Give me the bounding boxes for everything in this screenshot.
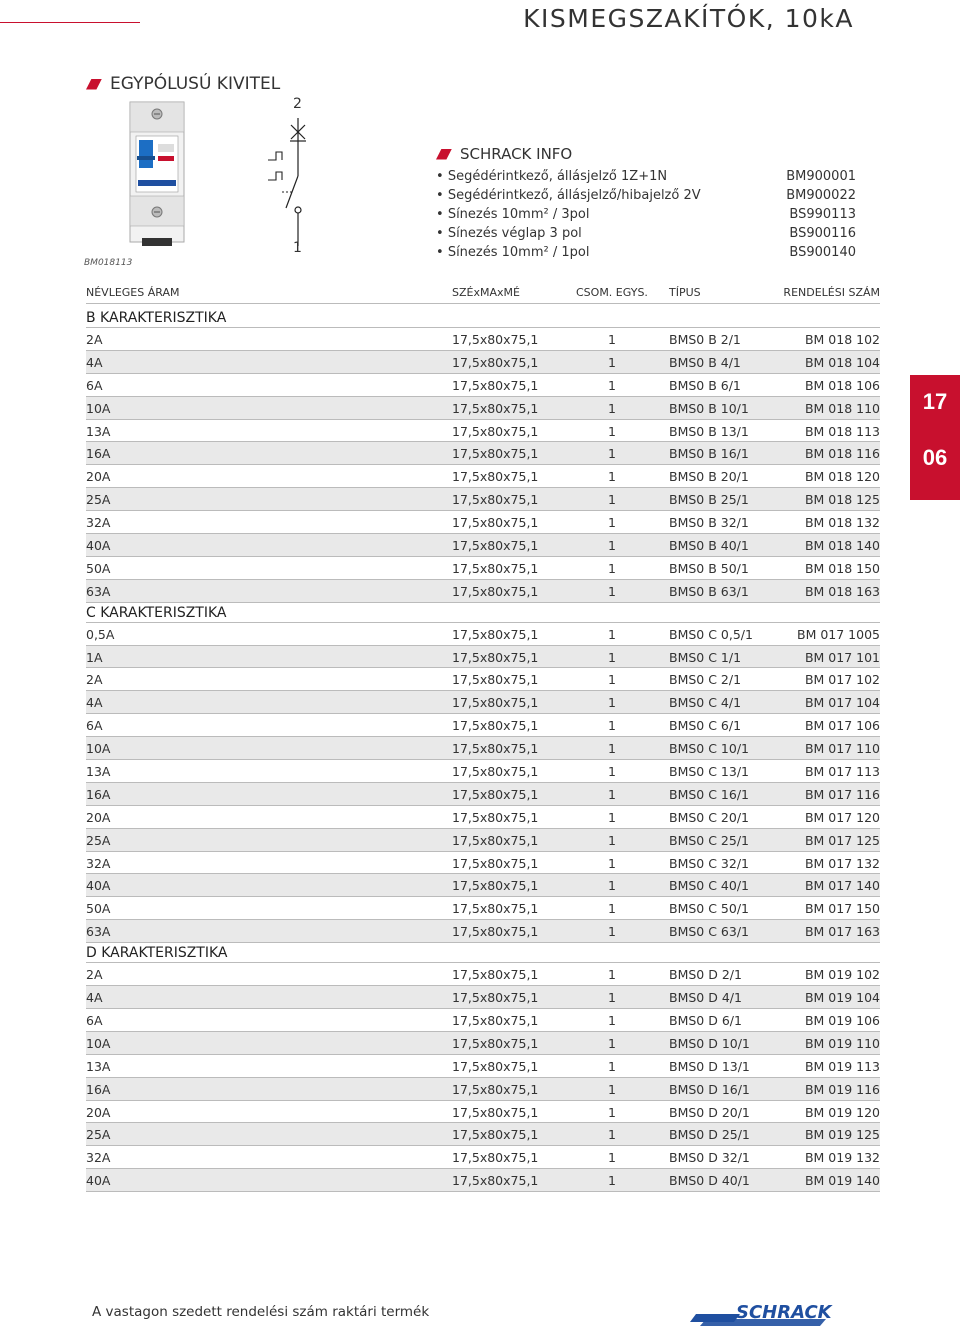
cell-order-number: BM 017 140 xyxy=(804,878,880,894)
cell-rated-current: 2A xyxy=(86,967,103,983)
cell-order-number: BM 018 150 xyxy=(804,560,880,576)
cell-dimensions: 17,5x80x75,1 xyxy=(452,560,539,576)
cell-type: BMS0 B 2/1 xyxy=(669,332,741,347)
cell-package-unit: 1 xyxy=(608,786,616,802)
cell-order-number: BM 018 140 xyxy=(804,538,880,554)
cell-type: BMS0 B 6/1 xyxy=(669,377,741,393)
cell-rated-current: 50A xyxy=(86,560,111,576)
cell-type: BMS0 D 32/1 xyxy=(669,1150,750,1166)
table-row xyxy=(86,420,880,443)
cell-rated-current: 16A xyxy=(86,786,111,802)
cell-dimensions: 17,5x80x75,1 xyxy=(452,1012,539,1028)
cell-dimensions: 17,5x80x75,1 xyxy=(452,741,539,757)
table-row xyxy=(86,1123,880,1146)
table-row xyxy=(86,1078,880,1101)
cell-dimensions: 17,5x80x75,1 xyxy=(452,786,539,802)
cell-order-number: BM 017 125 xyxy=(804,832,880,848)
cell-rated-current: 25A xyxy=(86,1127,111,1143)
cell-type: BMS0 B 32/1 xyxy=(669,515,749,531)
cell-rated-current: 32A xyxy=(86,1150,111,1166)
cell-dimensions: 17,5x80x75,1 xyxy=(452,492,539,508)
cell-dimensions: 17,5x80x75,1 xyxy=(452,446,539,462)
info-item-code: BS990113 xyxy=(789,207,856,222)
cell-type: BMS0 B 20/1 xyxy=(669,469,749,485)
cell-package-unit: 1 xyxy=(608,377,616,393)
section-title-text: EGYPÓLUSÚ KIVITEL xyxy=(110,74,281,94)
breaker-photo xyxy=(126,100,188,248)
table-row xyxy=(86,783,880,806)
cell-order-number: BM 018 132 xyxy=(804,515,880,531)
table-row xyxy=(86,963,880,986)
table-row xyxy=(86,920,880,943)
cell-package-unit: 1 xyxy=(608,1104,616,1120)
cell-order-number: BM 017 106 xyxy=(804,718,880,734)
cell-rated-current: 6A xyxy=(86,718,103,734)
cell-package-unit: 1 xyxy=(608,469,616,485)
cell-type: BMS0 D 20/1 xyxy=(669,1104,750,1120)
cell-dimensions: 17,5x80x75,1 xyxy=(452,1104,539,1120)
table-row xyxy=(86,986,880,1009)
cell-type: BMS0 C 2/1 xyxy=(669,672,742,688)
cell-rated-current: 0,5A xyxy=(86,626,115,642)
cell-package-unit: 1 xyxy=(608,560,616,576)
cell-package-unit: 1 xyxy=(608,1012,616,1028)
cell-rated-current: 6A xyxy=(86,1012,103,1028)
cell-dimensions: 17,5x80x75,1 xyxy=(452,878,539,894)
cell-order-number: BM 017 163 xyxy=(804,924,880,940)
cell-package-unit: 1 xyxy=(608,878,616,894)
cell-order-number: BM 018 163 xyxy=(804,583,880,599)
cell-order-number: BM 019 102 xyxy=(804,967,880,983)
table-row xyxy=(86,874,880,897)
cell-rated-current: 13A xyxy=(86,423,111,439)
table-row xyxy=(86,1032,880,1055)
table-row xyxy=(86,714,880,737)
table-row xyxy=(86,1009,880,1032)
header-rated-current: NÉVLEGES ÁRAM xyxy=(86,286,180,299)
chapter-number: 17 xyxy=(922,389,948,414)
cell-type: BMS0 B 13/1 xyxy=(669,423,749,439)
cell-rated-current: 32A xyxy=(86,515,111,531)
cell-rated-current: 40A xyxy=(86,538,111,554)
cell-type: BMS0 C 63/1 xyxy=(669,924,749,940)
cell-dimensions: 17,5x80x75,1 xyxy=(452,400,539,416)
cell-dimensions: 17,5x80x75,1 xyxy=(452,515,539,531)
cell-package-unit: 1 xyxy=(608,583,616,599)
cell-rated-current: 4A xyxy=(86,695,103,711)
cell-package-unit: 1 xyxy=(608,967,616,983)
cell-package-unit: 1 xyxy=(608,492,616,508)
cell-package-unit: 1 xyxy=(608,741,616,757)
table-row xyxy=(86,351,880,374)
cell-package-unit: 1 xyxy=(608,1173,616,1189)
cell-dimensions: 17,5x80x75,1 xyxy=(452,1150,539,1166)
cell-type: BMS0 D 13/1 xyxy=(669,1058,750,1074)
table-row xyxy=(86,580,880,603)
cell-dimensions: 17,5x80x75,1 xyxy=(452,354,539,370)
cell-type: BMS0 C 4/1 xyxy=(669,695,742,711)
cell-type: BMS0 D 2/1 xyxy=(669,967,742,983)
cell-package-unit: 1 xyxy=(608,764,616,780)
symbol-terminal-bottom: 1 xyxy=(293,240,302,256)
group-title: D KARAKTERISZTIKA xyxy=(86,943,880,963)
cell-dimensions: 17,5x80x75,1 xyxy=(452,649,539,665)
section-title xyxy=(86,74,280,94)
cell-order-number: BM 019 113 xyxy=(804,1058,880,1074)
info-item-code: BS900116 xyxy=(789,226,856,241)
cell-package-unit: 1 xyxy=(608,672,616,688)
cell-rated-current: 20A xyxy=(86,469,111,485)
table-row xyxy=(86,737,880,760)
cell-order-number: BM 019 110 xyxy=(804,1035,880,1051)
cell-type: BMS0 B 10/1 xyxy=(669,400,749,416)
cell-dimensions: 17,5x80x75,1 xyxy=(452,809,539,825)
cell-type: BMS0 D 6/1 xyxy=(669,1012,742,1028)
cell-type: BMS0 D 16/1 xyxy=(669,1081,750,1097)
symbol-terminal-top: 2 xyxy=(293,96,302,112)
table-row xyxy=(86,465,880,488)
cell-package-unit: 1 xyxy=(608,1150,616,1166)
info-item-code: BS900140 xyxy=(789,245,856,260)
cell-dimensions: 17,5x80x75,1 xyxy=(452,901,539,917)
cell-type: BMS0 C 20/1 xyxy=(669,809,749,825)
table-row xyxy=(86,1055,880,1078)
header-order-number: RENDELÉSI SZÁM xyxy=(783,286,880,299)
cell-type: BMS0 C 16/1 xyxy=(669,786,749,802)
table-row xyxy=(86,374,880,397)
cell-package-unit: 1 xyxy=(608,924,616,940)
cell-type: BMS0 D 4/1 xyxy=(669,990,742,1006)
cell-rated-current: 32A xyxy=(86,855,111,871)
header-package-unit: CSOM. EGYS. xyxy=(576,286,648,299)
table-row xyxy=(86,1169,880,1192)
cell-rated-current: 20A xyxy=(86,1104,111,1120)
cell-package-unit: 1 xyxy=(608,332,616,347)
cell-rated-current: 13A xyxy=(86,1058,111,1074)
table-row xyxy=(86,442,880,465)
cell-order-number: BM 019 132 xyxy=(804,1150,880,1166)
cell-type: BMS0 C 13/1 xyxy=(669,764,749,780)
footnote: A vastagon szedett rendelési szám raktári termék xyxy=(92,1304,430,1320)
cell-dimensions: 17,5x80x75,1 xyxy=(452,583,539,599)
cell-rated-current: 63A xyxy=(86,583,111,599)
cell-type: BMS0 C 0,5/1 xyxy=(669,626,753,642)
cell-package-unit: 1 xyxy=(608,695,616,711)
info-item xyxy=(436,186,856,205)
cell-dimensions: 17,5x80x75,1 xyxy=(452,423,539,439)
cell-package-unit: 1 xyxy=(608,423,616,439)
header-dimensions: SZÉxMAxMÉ xyxy=(452,286,520,299)
cell-rated-current: 20A xyxy=(86,809,111,825)
flag-icon xyxy=(436,149,452,160)
table-header xyxy=(86,284,880,304)
cell-rated-current: 25A xyxy=(86,492,111,508)
cell-order-number: BM 018 120 xyxy=(804,469,880,485)
cell-type: BMS0 D 40/1 xyxy=(669,1173,750,1189)
cell-dimensions: 17,5x80x75,1 xyxy=(452,469,539,485)
schrack-logo xyxy=(690,1300,870,1326)
cell-dimensions: 17,5x80x75,1 xyxy=(452,1173,539,1189)
cell-type: BMS0 B 40/1 xyxy=(669,538,749,554)
cell-order-number: BM 018 116 xyxy=(804,446,880,462)
cell-type: BMS0 D 10/1 xyxy=(669,1035,750,1051)
cell-dimensions: 17,5x80x75,1 xyxy=(452,764,539,780)
table-row xyxy=(86,897,880,920)
info-item-text: • Segédérintkező, állásjelző 1Z+1N xyxy=(436,167,667,186)
info-item-code: BM900022 xyxy=(786,188,856,203)
cell-package-unit: 1 xyxy=(608,1081,616,1097)
logo-text: SCHRACK xyxy=(736,1302,832,1323)
cell-type: BMS0 C 1/1 xyxy=(669,649,742,665)
cell-type: BMS0 B 16/1 xyxy=(669,446,749,462)
cell-type: BMS0 D 25/1 xyxy=(669,1127,750,1143)
cell-dimensions: 17,5x80x75,1 xyxy=(452,695,539,711)
cell-order-number: BM 017 120 xyxy=(804,809,880,825)
cell-order-number: BM 019 106 xyxy=(804,1012,880,1028)
cell-package-unit: 1 xyxy=(608,1035,616,1051)
cell-rated-current: 2A xyxy=(86,672,103,688)
cell-rated-current: 4A xyxy=(86,990,103,1006)
cell-rated-current: 25A xyxy=(86,832,111,848)
cell-dimensions: 17,5x80x75,1 xyxy=(452,626,539,642)
group-title: C KARAKTERISZTIKA xyxy=(86,603,880,623)
cell-dimensions: 17,5x80x75,1 xyxy=(452,924,539,940)
cell-type: BMS0 C 40/1 xyxy=(669,878,749,894)
info-item xyxy=(436,243,856,262)
table-row xyxy=(86,760,880,783)
chapter-tab xyxy=(910,375,960,500)
cell-order-number: BM 017 116 xyxy=(804,786,880,802)
info-item xyxy=(436,167,856,186)
cell-rated-current: 2A xyxy=(86,332,103,347)
cell-rated-current: 63A xyxy=(86,924,111,940)
cell-order-number: BM 017 113 xyxy=(804,764,880,780)
cell-dimensions: 17,5x80x75,1 xyxy=(452,538,539,554)
cell-type: BMS0 B 63/1 xyxy=(669,583,749,599)
cell-dimensions: 17,5x80x75,1 xyxy=(452,855,539,871)
table-row xyxy=(86,691,880,714)
table-row xyxy=(86,668,880,691)
info-item-text: • Sínezés 10mm² / 1pol xyxy=(436,243,589,262)
cell-package-unit: 1 xyxy=(608,990,616,1006)
cell-package-unit: 1 xyxy=(608,626,616,642)
cell-type: BMS0 B 4/1 xyxy=(669,354,741,370)
cell-package-unit: 1 xyxy=(608,538,616,554)
cell-rated-current: 10A xyxy=(86,400,111,416)
cell-package-unit: 1 xyxy=(608,809,616,825)
cell-package-unit: 1 xyxy=(608,832,616,848)
cell-dimensions: 17,5x80x75,1 xyxy=(452,377,539,393)
cell-rated-current: 6A xyxy=(86,377,103,393)
info-title-text: SCHRACK INFO xyxy=(460,145,573,163)
cell-order-number: BM 019 104 xyxy=(804,990,880,1006)
page-title: KISMEGSZAKÍTÓK, 10kA xyxy=(523,4,854,33)
group-title: B KARAKTERISZTIKA xyxy=(86,308,880,328)
cell-dimensions: 17,5x80x75,1 xyxy=(452,990,539,1006)
cell-rated-current: 4A xyxy=(86,354,103,370)
cell-order-number: BM 019 125 xyxy=(804,1127,880,1143)
cell-type: BMS0 C 32/1 xyxy=(669,855,749,871)
cell-rated-current: 50A xyxy=(86,901,111,917)
cell-order-number: BM 018 106 xyxy=(804,377,880,393)
cell-dimensions: 17,5x80x75,1 xyxy=(452,1035,539,1051)
table-row xyxy=(86,534,880,557)
cell-order-number: BM 018 102 xyxy=(804,332,880,347)
cell-rated-current: 10A xyxy=(86,1035,111,1051)
cell-dimensions: 17,5x80x75,1 xyxy=(452,1058,539,1074)
cell-package-unit: 1 xyxy=(608,1127,616,1143)
info-item-text: • Sínezés véglap 3 pol xyxy=(436,224,582,243)
info-item xyxy=(436,205,856,224)
info-title xyxy=(436,145,856,163)
cell-order-number: BM 019 116 xyxy=(804,1081,880,1097)
info-item-text: • Sínezés 10mm² / 3pol xyxy=(436,205,589,224)
cell-package-unit: 1 xyxy=(608,354,616,370)
cell-order-number: BM 017 102 xyxy=(804,672,880,688)
cell-rated-current: 10A xyxy=(86,741,111,757)
table-row xyxy=(86,1101,880,1124)
cell-type: BMS0 B 50/1 xyxy=(669,560,749,576)
cell-order-number: BM 019 120 xyxy=(804,1104,880,1120)
cell-rated-current: 16A xyxy=(86,446,111,462)
cell-dimensions: 17,5x80x75,1 xyxy=(452,718,539,734)
cell-dimensions: 17,5x80x75,1 xyxy=(452,1127,539,1143)
cell-type: BMS0 C 50/1 xyxy=(669,901,749,917)
cell-order-number: BM 017 132 xyxy=(804,855,880,871)
cell-type: BMS0 B 25/1 xyxy=(669,492,749,508)
schrack-info-box xyxy=(436,145,856,262)
table-row xyxy=(86,397,880,420)
cell-package-unit: 1 xyxy=(608,649,616,665)
flag-icon xyxy=(86,79,102,90)
cell-dimensions: 17,5x80x75,1 xyxy=(452,672,539,688)
cell-order-number: BM 017 101 xyxy=(804,649,880,665)
cell-order-number: BM 018 104 xyxy=(804,354,880,370)
cell-rated-current: 16A xyxy=(86,1081,111,1097)
cell-rated-current: 40A xyxy=(86,878,111,894)
top-accent-rule xyxy=(0,22,140,23)
photo-caption: BM018113 xyxy=(84,258,133,268)
cell-dimensions: 17,5x80x75,1 xyxy=(452,967,539,983)
cell-order-number: BM 018 125 xyxy=(804,492,880,508)
cell-order-number: BM 017 110 xyxy=(804,741,880,757)
info-item-text: • Segédérintkező, állásjelző/hibajelző 2V xyxy=(436,186,701,205)
cell-dimensions: 17,5x80x75,1 xyxy=(452,1081,539,1097)
table-row xyxy=(86,1146,880,1169)
cell-rated-current: 13A xyxy=(86,764,111,780)
section-number: 06 xyxy=(922,445,948,470)
header-type: TÍPUS xyxy=(669,286,701,299)
cell-package-unit: 1 xyxy=(608,1058,616,1074)
cell-package-unit: 1 xyxy=(608,400,616,416)
cell-package-unit: 1 xyxy=(608,515,616,531)
cell-type: BMS0 C 10/1 xyxy=(669,741,749,757)
product-table xyxy=(86,308,880,1192)
table-row xyxy=(86,511,880,534)
table-row xyxy=(86,557,880,580)
table-row xyxy=(86,623,880,646)
table-row xyxy=(86,488,880,511)
cell-order-number: BM 017 150 xyxy=(804,901,880,917)
cell-order-number: BM 018 113 xyxy=(804,423,880,439)
info-item xyxy=(436,224,856,243)
cell-package-unit: 1 xyxy=(608,855,616,871)
table-row xyxy=(86,328,880,351)
cell-type: BMS0 C 6/1 xyxy=(669,718,742,734)
cell-order-number: BM 019 140 xyxy=(804,1173,880,1189)
cell-package-unit: 1 xyxy=(608,901,616,917)
cell-order-number: BM 017 1005 xyxy=(797,626,880,642)
info-item-code: BM900001 xyxy=(786,169,856,184)
cell-order-number: BM 017 104 xyxy=(804,695,880,711)
cell-type: BMS0 C 25/1 xyxy=(669,832,749,848)
table-row xyxy=(86,852,880,875)
cell-rated-current: 40A xyxy=(86,1173,111,1189)
table-row xyxy=(86,646,880,669)
cell-dimensions: 17,5x80x75,1 xyxy=(452,332,539,347)
cell-rated-current: 1A xyxy=(86,649,103,665)
table-row xyxy=(86,806,880,829)
table-row xyxy=(86,829,880,852)
cell-package-unit: 1 xyxy=(608,718,616,734)
cell-order-number: BM 018 110 xyxy=(804,400,880,416)
cell-dimensions: 17,5x80x75,1 xyxy=(452,832,539,848)
cell-package-unit: 1 xyxy=(608,446,616,462)
